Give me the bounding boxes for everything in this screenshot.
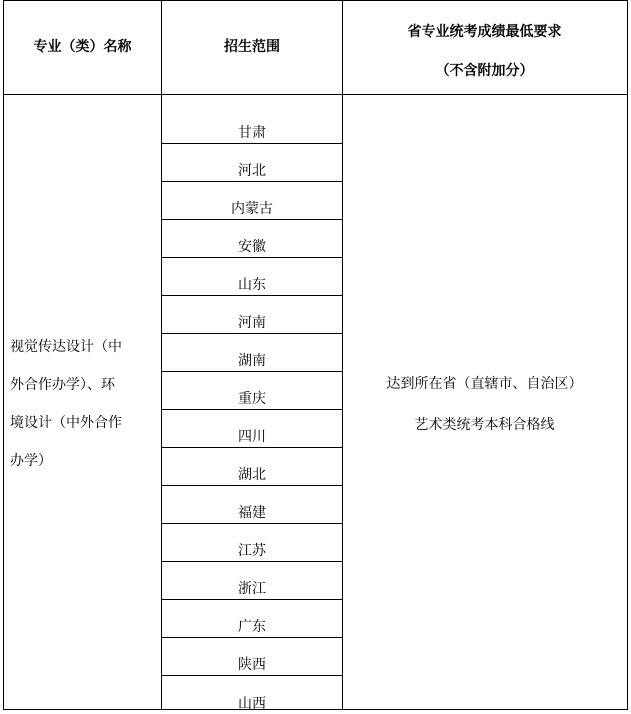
- range-item: 湖南: [162, 334, 342, 372]
- header-range: 招生范围: [224, 39, 280, 55]
- major-line: 办学）: [10, 453, 52, 469]
- header-requirement-line1: 省专业统考成绩最低要求: [407, 24, 562, 40]
- major-name: [10, 328, 160, 480]
- requirement-line1: 达到所在省（直辖市、自治区）: [386, 376, 583, 392]
- header-divider: [3, 94, 628, 95]
- range-list: [162, 106, 342, 714]
- requirement-line2: 艺术类统考本科合格线: [414, 417, 555, 433]
- range-item: 四川: [162, 410, 342, 448]
- range-item: 重庆: [162, 372, 342, 410]
- range-item: 福建: [162, 486, 342, 524]
- header-requirement-line2: （不含附加分）: [435, 63, 534, 79]
- range-item: 河北: [162, 144, 342, 182]
- range-item: 甘肃: [162, 106, 342, 144]
- range-item: 浙江: [162, 562, 342, 600]
- range-item: 河南: [162, 296, 342, 334]
- major-line: 外合作办学）、环: [10, 377, 115, 393]
- range-item: 广东: [162, 600, 342, 638]
- range-item: 山东: [162, 258, 342, 296]
- range-item: 江苏: [162, 524, 342, 562]
- range-item: 安徽: [162, 220, 342, 258]
- range-item: 山西: [238, 696, 266, 712]
- header-major: 专业（类）名称: [33, 39, 132, 55]
- major-line: 视觉传达设计（中: [10, 339, 122, 355]
- range-item: 陕西: [162, 638, 342, 676]
- range-item: 内蒙古: [162, 182, 342, 220]
- range-item: 湖北: [162, 448, 342, 486]
- major-line: 境设计（中外合作: [10, 415, 122, 431]
- column-divider-2: [342, 0, 343, 710]
